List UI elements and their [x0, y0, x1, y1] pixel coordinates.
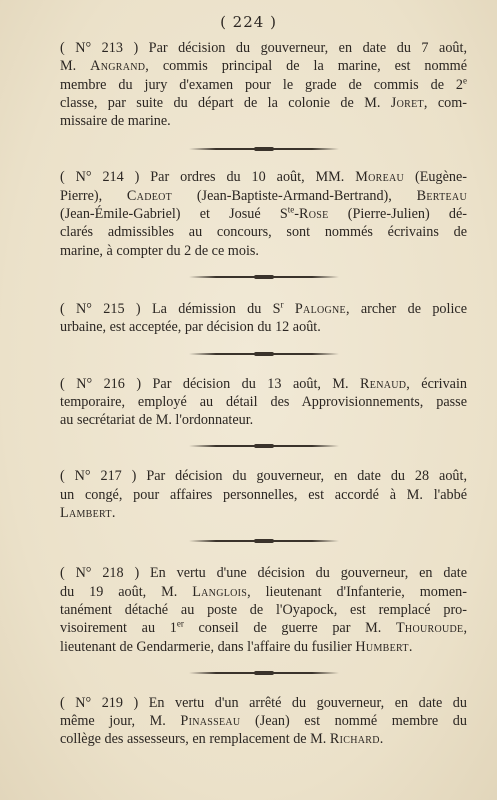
entry-line: urbaine, est acceptée, par décision du 12 août.: [60, 319, 321, 336]
entry-214: [60, 168, 467, 259]
separator-rule: [189, 276, 339, 278]
separator-rule: [189, 672, 339, 674]
entry-line: marine, à compter du 2 de ce mois.: [60, 242, 259, 259]
entry-line: clarés admissibles au concours, sont nommés écrivains de: [60, 224, 467, 241]
entry-213: [60, 39, 467, 130]
entries-list: [60, 39, 467, 749]
entry-line: ( N° 215 ) La démission du $S^r$ Palogne, archer de police: [60, 299, 467, 317]
entry-line: classe, par suite du départ de la colonie de M. Joret, com-: [60, 94, 467, 111]
page-number: ( 224 ): [220, 13, 277, 31]
entry-216: [60, 375, 467, 430]
entry-line: un congé, pour affaires personnelles, est accordé à M. l'abbé: [60, 486, 467, 503]
entry-line: collège des assesseurs, en remplacement de M. Richard.: [60, 731, 384, 748]
entry-line: M. Angrand, commis principal de la marine, est nommé: [60, 58, 467, 75]
entry-line: missaire de marine.: [60, 113, 171, 130]
entry-line: du 19 août, M. Langlois, lieutenant d'Infanterie, momen-: [60, 583, 467, 600]
separator-rule: [189, 540, 339, 542]
entry-line: temporaire, employé au détail des Approvisionnements, passe: [60, 393, 467, 410]
entry-219: [60, 694, 467, 749]
entry-215: [60, 300, 467, 337]
entry-line: ( N° 218 ) En vertu d'une décision du gouverneur, en date: [60, 565, 467, 582]
entry-line: lieutenant de Gendarmerie, dans l'affaire du fusilier Humbert.: [60, 638, 413, 655]
entry-line: membre du jury d'examen pour le grade de commis de 2e: [60, 74, 467, 93]
entry-line: au secrétariat de M. l'ordonnateur.: [60, 412, 254, 429]
entry-217: [60, 467, 467, 522]
entry-line: Lambert.: [60, 505, 116, 522]
entry-218: [60, 564, 467, 655]
entry-line: ( N° 213 ) Par décision du gouverneur, en date du 7 août,: [60, 40, 467, 56]
entry-line: ( N° 214 ) Par ordres du 10 août, MM. Moreau (Eugène-: [60, 169, 467, 186]
entry-line: ( N° 219 ) En vertu d'un arrêté du gouverneur, en date du: [60, 694, 467, 711]
entry-line: tanément détaché au poste de l'Oyapock, est remplacé pro-: [60, 601, 467, 618]
entry-line: ( N° 216 ) Par décision du 13 août, M. Renaud, écrivain: [60, 375, 467, 392]
entry-line: Pierre), Cadeot (Jean-Baptiste-Armand-Bertrand), Berteau: [60, 187, 467, 204]
entry-line: visoirement au 1er conseil de guerre par M. Thouroude,: [60, 618, 467, 637]
separator-rule: [189, 353, 339, 355]
entry-line: (Jean-Émile-Gabriel) et Josué $S^{te}$-Rose (Pierre-Julien) dé-: [60, 204, 467, 223]
entry-line: même jour, M. Pinasseau (Jean) est nommé membre du: [60, 713, 467, 730]
entry-line: ( N° 217 ) Par décision du gouverneur, en date du 28 août,: [60, 468, 467, 485]
separator-rule: [189, 148, 339, 150]
separator-rule: [189, 445, 339, 447]
